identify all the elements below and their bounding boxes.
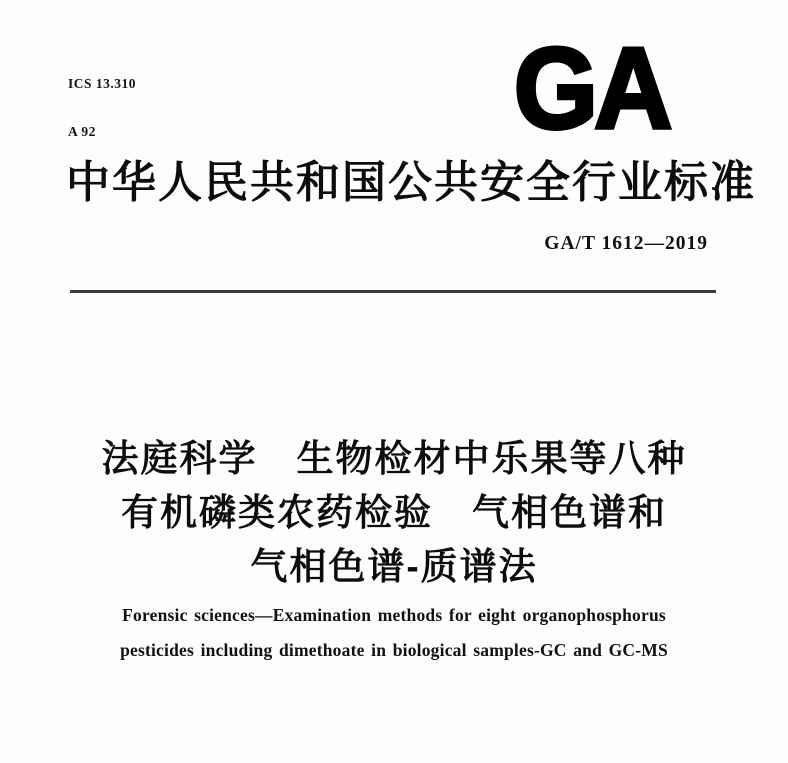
ga-logo: GA [513,25,668,153]
ics-code: ICS 13.310 [68,76,137,91]
standard-heading: 中华人民共和国公共安全行业标准 [66,158,756,207]
title-zh-line-3: 气相色谱-质谱法 [250,546,538,587]
title-en-line-1: Forensic sciences—Examination methods for eight organophosphorus [122,605,666,625]
divider-rule [70,290,716,293]
classification-codes [68,44,136,172]
title-zh-line-1: 法庭科学 生物检材中乐果等八种 [101,438,687,479]
document-title-en [0,598,788,668]
document-title-zh [0,432,788,594]
title-en-line-2: pesticides including dimethoate in biological samples-GC and GC-MS [120,640,668,660]
class-code: A 92 [68,124,96,139]
title-zh-line-2: 有机磷类农药检验 气相色谱和 [121,492,667,533]
standard-number: GA/T 1612—2019 [544,233,708,254]
